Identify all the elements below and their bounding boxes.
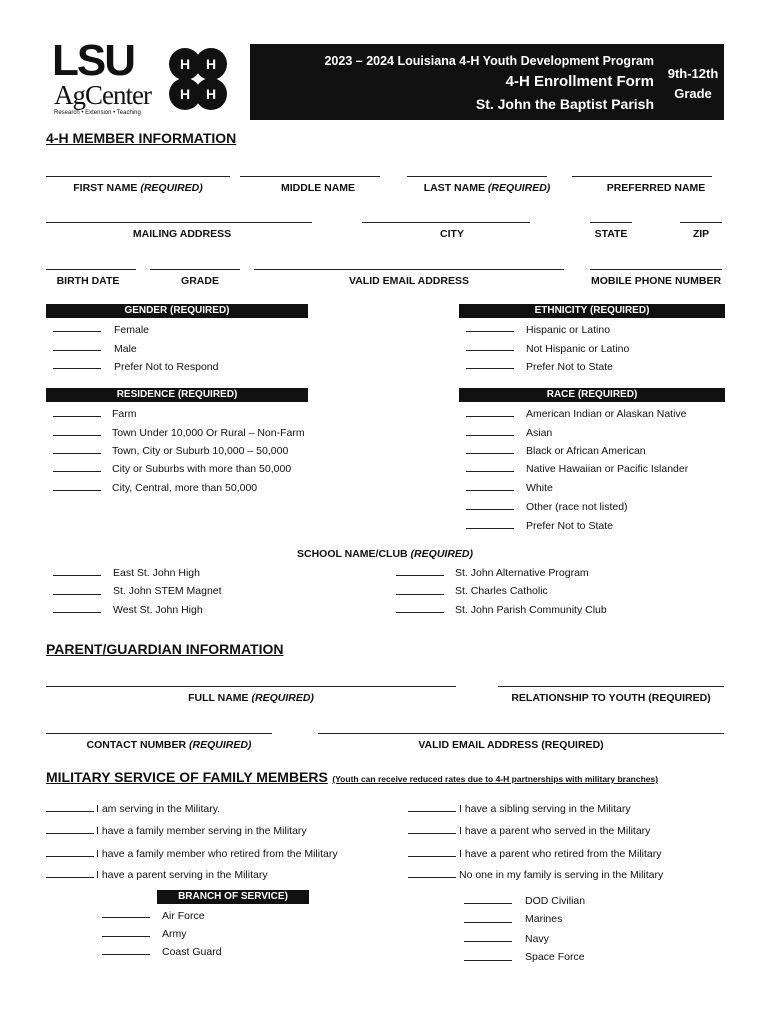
school-st-charles-blank[interactable] <box>396 594 444 595</box>
residence-option-city-central: City, Central, more than 50,000 <box>112 482 258 494</box>
mailing-address-label: MAILING ADDRESS <box>132 228 232 240</box>
preferred-name-field[interactable] <box>572 176 712 177</box>
parent-email-label: VALID EMAIL ADDRESS (REQUIRED) <box>418 739 604 751</box>
middle-name-field[interactable] <box>240 176 380 177</box>
gender-male-blank[interactable] <box>53 350 101 351</box>
school-west-st-john: West St. John High <box>113 604 203 616</box>
ethnicity-option-prefer-not: Prefer Not to State <box>526 361 613 373</box>
residence-option-town-city: Town, City or Suburb 10,000 – 50,000 <box>112 445 289 457</box>
school-stem-magnet: St. John STEM Magnet <box>113 585 222 597</box>
branch-space-force-blank[interactable] <box>464 960 512 961</box>
school-community-club-blank[interactable] <box>396 612 444 613</box>
city-field[interactable] <box>362 222 530 223</box>
military-sibling-blank[interactable] <box>408 811 456 812</box>
branch-marines: Marines <box>525 913 563 925</box>
race-option-black: Black or African American <box>526 445 646 457</box>
military-none: No one in my family is serving in the Military <box>459 869 664 881</box>
military-family-serving: I have a family member serving in the Military <box>96 825 307 837</box>
school-heading: SCHOOL NAME/CLUB (REQUIRED) <box>297 548 473 560</box>
clover-leaf-h: H <box>179 86 191 102</box>
residence-option-city-suburbs: City or Suburbs with more than 50,000 <box>112 463 292 475</box>
branch-air-force-blank[interactable] <box>102 917 150 918</box>
mobile-phone-label: MOBILE PHONE NUMBER <box>590 275 722 287</box>
race-option-asian: Asian <box>526 427 553 439</box>
gender-option-female: Female <box>114 324 150 336</box>
military-family-retired: I have a family member who retired from the Military <box>96 848 338 860</box>
gender-option-male: Male <box>114 343 137 355</box>
mobile-phone-field[interactable] <box>590 269 722 270</box>
race-asian-blank[interactable] <box>466 435 514 436</box>
email-field[interactable] <box>254 269 564 270</box>
clover-leaf-h: H <box>205 56 217 72</box>
branch-army-blank[interactable] <box>102 936 150 937</box>
birth-date-field[interactable] <box>46 269 136 270</box>
gender-prefer-not-blank[interactable] <box>53 368 101 369</box>
4h-clover-logo <box>160 44 236 120</box>
residence-option-farm: Farm <box>112 408 137 420</box>
birth-date-label: BIRTH DATE <box>56 275 120 287</box>
school-east-st-john: East St. John High <box>113 567 200 579</box>
race-option-native-hawaiian: Native Hawaiian or Pacific Islander <box>526 463 689 475</box>
branch-navy-blank[interactable] <box>464 941 512 942</box>
military-sibling-serving: I have a sibling serving in the Military <box>459 803 631 815</box>
branch-army: Army <box>162 928 187 940</box>
race-white-blank[interactable] <box>466 490 514 491</box>
military-parent-retired: I have a parent who retired from the Military <box>459 848 662 860</box>
form-title: 4-H Enrollment Form <box>505 73 654 90</box>
clover-leaf-h: H <box>205 86 217 102</box>
school-community-club: St. John Parish Community Club <box>455 604 607 616</box>
branch-coast-guard-blank[interactable] <box>102 954 150 955</box>
race-other-blank[interactable] <box>466 509 514 510</box>
residence-option-town-under: Town Under 10,000 Or Rural – Non-Farm <box>112 427 305 439</box>
ethnicity-prefer-not-blank[interactable] <box>466 368 514 369</box>
race-option-american-indian: American Indian or Alaskan Native <box>526 408 687 420</box>
agcenter-wordmark: AgCenter <box>54 80 151 110</box>
grade-label: GRADE <box>181 275 219 287</box>
military-family-serving-blank[interactable] <box>46 833 94 834</box>
ethnicity-option-hispanic: Hispanic or Latino <box>526 324 611 336</box>
school-alternative: St. John Alternative Program <box>455 567 589 579</box>
lsu-wordmark: LSU <box>52 36 134 85</box>
race-american-indian-blank[interactable] <box>466 416 514 417</box>
parent-email-field[interactable] <box>318 733 724 734</box>
lsu-agcenter-logo <box>52 36 160 120</box>
form-header <box>250 44 724 120</box>
branch-coast-guard: Coast Guard <box>162 946 222 958</box>
contact-number-label: CONTACT NUMBER (REQUIRED) <box>86 739 252 751</box>
email-label: VALID EMAIL ADDRESS <box>349 275 469 287</box>
residence-city-suburbs-blank[interactable] <box>53 471 101 472</box>
logo-tagline: Research • Extension • Teaching <box>54 110 141 116</box>
branch-space-force: Space Force <box>525 951 585 963</box>
program-title: 2023 – 2024 Louisiana 4-H Youth Development Program <box>324 54 654 68</box>
branch-band: BRANCH OF SERVICE) <box>157 890 309 904</box>
first-name-field[interactable] <box>46 176 230 177</box>
parish-title: St. John the Baptist Parish <box>475 96 654 112</box>
school-st-charles: St. Charles Catholic <box>455 585 548 597</box>
city-label: CITY <box>440 228 464 240</box>
branch-marines-blank[interactable] <box>464 922 512 923</box>
gender-band: GENDER (REQUIRED) <box>46 304 308 318</box>
military-parent-retired-blank[interactable] <box>408 856 456 857</box>
ethnicity-option-not-hispanic: Not Hispanic or Latino <box>526 343 630 355</box>
parent-full-name-field[interactable] <box>46 686 456 687</box>
clover-leaf-h: H <box>179 56 191 72</box>
zip-field[interactable] <box>680 222 722 223</box>
preferred-name-label: PREFERRED NAME <box>606 182 706 194</box>
military-none-blank[interactable] <box>408 877 456 878</box>
military-family-retired-blank[interactable] <box>46 856 94 857</box>
grade-field[interactable] <box>150 269 240 270</box>
ethnicity-band: ETHNICITY (REQUIRED) <box>459 304 725 318</box>
member-info-heading: 4-H MEMBER INFORMATION <box>46 130 237 146</box>
school-east-st-john-blank[interactable] <box>53 575 101 576</box>
branch-dod-civilian: DOD Civilian <box>525 895 586 907</box>
military-parent-served: I have a parent who served in the Military <box>459 825 651 837</box>
ethnicity-not-hispanic-blank[interactable] <box>466 350 514 351</box>
first-name-label: FIRST NAME (REQUIRED) <box>73 182 203 194</box>
military-parent-serving: I have a parent serving in the Military <box>96 869 268 881</box>
residence-band: RESIDENCE (REQUIRED) <box>46 388 308 402</box>
race-option-prefer-not: Prefer Not to State <box>526 520 613 532</box>
grade-label: Grade <box>674 86 712 101</box>
military-parent-served-blank[interactable] <box>408 833 456 834</box>
state-label: STATE <box>594 228 628 240</box>
parent-info-heading: PARENT/GUARDIAN INFORMATION <box>46 641 284 657</box>
school-alternative-blank[interactable] <box>396 575 444 576</box>
residence-town-under-blank[interactable] <box>53 435 101 436</box>
race-prefer-not-blank[interactable] <box>466 528 514 529</box>
military-self-blank[interactable] <box>46 811 94 812</box>
middle-name-label: MIDDLE NAME <box>280 182 356 194</box>
residence-farm-blank[interactable] <box>53 416 101 417</box>
relationship-label: RELATIONSHIP TO YOUTH (REQUIRED) <box>511 692 711 704</box>
state-field[interactable] <box>590 222 632 223</box>
last-name-field[interactable] <box>407 176 547 177</box>
race-option-other: Other (race not listed) <box>526 501 628 513</box>
parent-full-name-label: FULL NAME (REQUIRED) <box>188 692 314 704</box>
last-name-label: LAST NAME (REQUIRED) <box>423 182 551 194</box>
military-heading: MILITARY SERVICE OF FAMILY MEMBERS (Youth can receive reduced rates due to 4-H partnerships with military branches) <box>46 769 659 785</box>
branch-dod-civilian-blank[interactable] <box>464 903 512 904</box>
contact-number-field[interactable] <box>46 733 272 734</box>
race-black-blank[interactable] <box>466 453 514 454</box>
relationship-field[interactable] <box>498 686 724 687</box>
race-native-hawaiian-blank[interactable] <box>466 471 514 472</box>
branch-air-force: Air Force <box>162 910 205 922</box>
gender-female-blank[interactable] <box>53 331 101 332</box>
zip-label: ZIP <box>692 228 710 240</box>
branch-navy: Navy <box>525 933 549 945</box>
race-option-white: White <box>526 482 553 494</box>
school-west-st-john-blank[interactable] <box>53 612 101 613</box>
grade-range: 9th-12th <box>667 66 719 81</box>
gender-option-prefer-not: Prefer Not to Respond <box>114 361 219 373</box>
school-stem-magnet-blank[interactable] <box>53 594 101 595</box>
race-band: RACE (REQUIRED) <box>459 388 725 402</box>
ethnicity-hispanic-blank[interactable] <box>466 331 514 332</box>
military-parent-serving-blank[interactable] <box>46 877 94 878</box>
military-self-serving: I am serving in the Military. <box>96 803 221 815</box>
mailing-address-field[interactable] <box>46 222 312 223</box>
residence-town-city-blank[interactable] <box>53 453 101 454</box>
residence-city-central-blank[interactable] <box>53 490 101 491</box>
